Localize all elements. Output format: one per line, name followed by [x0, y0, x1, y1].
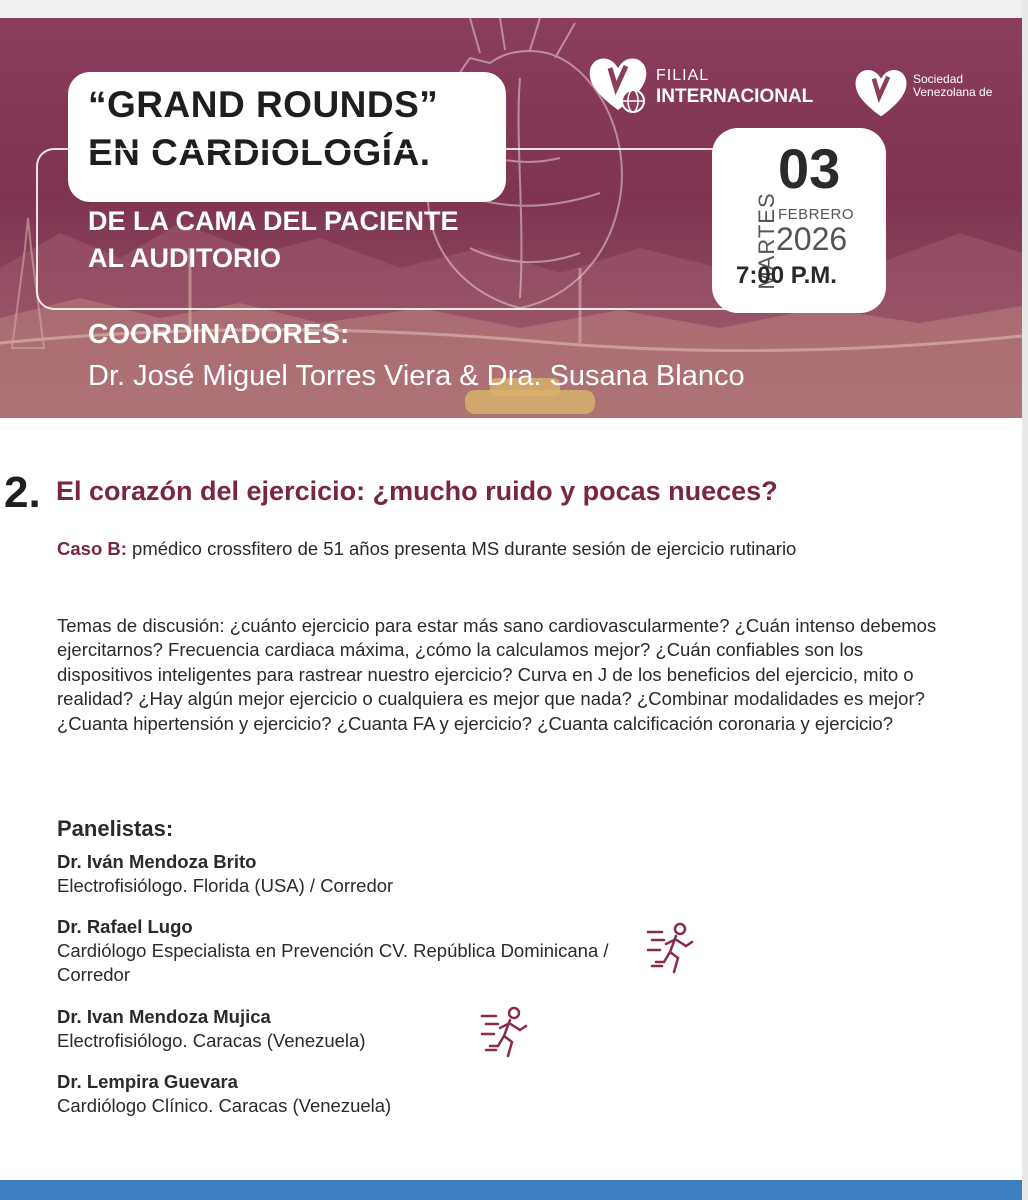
time: 7:00 P.M.: [736, 262, 837, 289]
right-edge: [1022, 0, 1028, 1200]
panelist-role: Cardiólogo Clínico. Caracas (Venezuela): [57, 1095, 392, 1117]
logo2-line1: Sociedad: [913, 72, 964, 86]
panelist-name: Dr. Ivan Mendoza Mujica: [57, 1006, 271, 1027]
subtitle-line1: DE LA CAMA DEL PACIENTE: [88, 206, 459, 236]
case-label: Caso B:: [57, 538, 127, 559]
logo2-line2: Venezolana de: [913, 84, 993, 99]
date-box: [712, 128, 886, 313]
running-man-icon: [480, 1006, 532, 1060]
subtitle-line2: AL AUDITORIO: [88, 243, 282, 273]
panel-heading: Panelistas:: [57, 816, 174, 841]
day: 03: [778, 137, 841, 200]
panelist-role: Electrofisiólogo. Caracas (Venezuela): [57, 1030, 366, 1052]
running-man-icon: [646, 922, 698, 976]
panelist-role: Electrofisiólogo. Florida (USA) / Corredor: [57, 875, 394, 897]
case-description: [57, 537, 917, 561]
filial-internacional-logo: [656, 68, 813, 106]
discussion-topics: Temas de discusión: ¿cuánto ejercicio para estar más sano cardiovascularmente? ¿Cuán intenso debemos ejercitarnos? Frecuencia cardiaca máxima, ¿cómo la calculamos mejor? ¿Cuán confiables son los dispositivos inteligentes para rastrear nuestro ejercicio? Curva en J de los beneficios del ejercicio, mito o realidad? ¿Hay algún mejor ejercicio o cualquiera es mejor que nada? ¿Combinar modalidades es mejor? ¿Cuanta hipertensión y ejercicio? ¿Cuanta FA y ejercicio? ¿Cuanta calcificación coronaria y ejercicio?: [57, 615, 937, 734]
case-text: pmédico crossfitero de 51 años presenta MS durante sesión de ejercicio rutinario: [126, 538, 797, 559]
globe-icon: [620, 88, 646, 114]
panelist: [57, 915, 617, 987]
panelist-name: Dr. Rafael Lugo: [57, 916, 193, 937]
event-title-line2: EN CARDIOLOGÍA.: [88, 132, 431, 173]
svc-heart-logo-icon: [852, 66, 910, 120]
panelist-role: Cardiólogo Especialista en Prevención CV. República Dominicana / Corredor: [57, 940, 609, 986]
coordinators-label: COORDINADORES:: [88, 318, 350, 349]
svc-logo-text: [913, 73, 992, 98]
weekday: MARTES: [754, 192, 779, 290]
event-title-line1: “GRAND ROUNDS”: [88, 84, 439, 125]
panelist: [57, 1070, 657, 1118]
event-banner: [0, 18, 1022, 418]
month: FEBRERO: [778, 206, 855, 223]
panelist: [57, 1005, 657, 1053]
year: 2026: [776, 221, 848, 257]
logo1-line2: INTERNACIONAL: [656, 86, 814, 107]
panelist-name: Dr. Lempira Guevara: [57, 1071, 238, 1092]
section-number: 2.: [4, 468, 41, 517]
bottom-bar: [0, 1180, 1028, 1200]
panelist: [57, 850, 657, 898]
coordinators-names: Dr. José Miguel Torres Viera & Dra. Susana Blanco: [88, 360, 745, 392]
top-strip: [0, 0, 1028, 18]
logo1-line1: FILIAL: [656, 67, 710, 84]
section-title: El corazón del ejercicio: ¿mucho ruido y pocas nueces?: [56, 476, 778, 506]
panelist-name: Dr. Iván Mendoza Brito: [57, 851, 257, 872]
